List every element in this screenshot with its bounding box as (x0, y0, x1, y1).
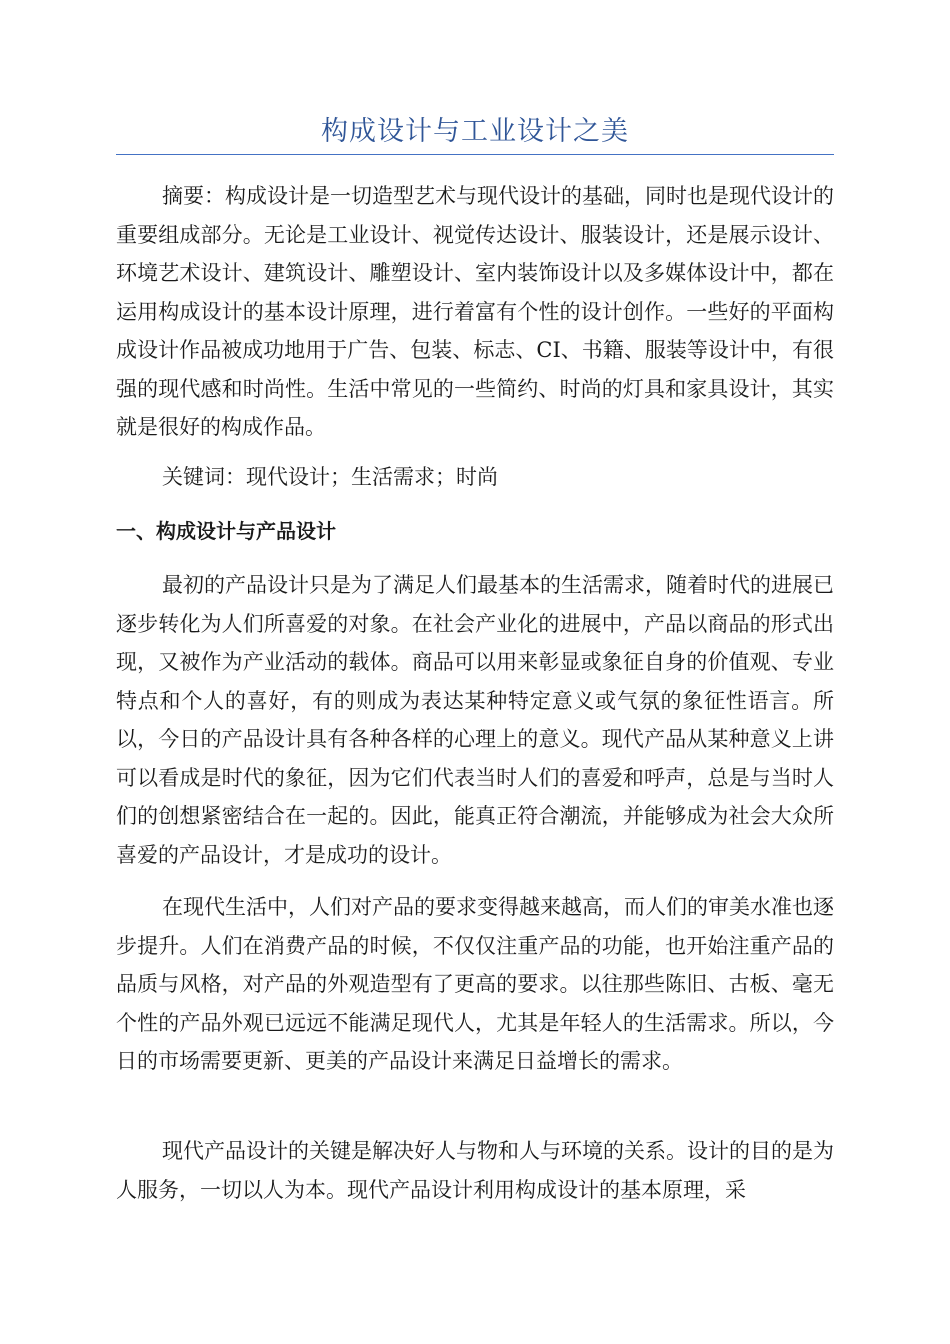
keywords-line: 关键词：现代设计；生活需求；时尚 (162, 465, 498, 489)
abstract-paragraph: 摘要：构成设计是一切造型艺术与现代设计的基础，同时也是现代设计的重要组成部分。无论是工业设计、视觉传达设计、服装设计，还是展示设计、环境艺术设计、建筑设计、雕塑设计、室内装饰设计以及多媒体设计中，都在运用构成设计的基本设计原理，进行着富有个性的设计创作。一些好的平面构成设计作品被成功地用于广告、包装、标志、CI、书籍、服装等设计中，有很强的现代感和时尚性。生活中常见的一些简约、时尚的灯具和家具设计，其实就是很好的构成作品。 (116, 184, 834, 439)
body-paragraph-2: 在现代生活中，人们对产品的要求变得越来越高，而人们的审美水准也逐步提升。人们在消费产品的时候，不仅仅注重产品的功能，也开始注重产品的品质与风格，对产品的外观造型有了更高的要求。以往那些陈旧、古板、毫无个性的产品外观已远远不能满足现代人，尤其是年轻人的生活需求。所以，今日的市场需要更新、更美的产品设计来满足日益增长的需求。 (116, 895, 834, 1073)
document-title: 构成设计与工业设计之美 (321, 116, 629, 147)
section-heading: 一、构成设计与产品设计 (116, 519, 336, 543)
body-paragraph-3: 现代产品设计的关键是解决好人与物和人与环境的关系。设计的目的是为人服务，一切以人为本。现代产品设计利用构成设计的基本原理，采 (116, 1139, 834, 1202)
title-underline (116, 154, 834, 155)
body-paragraph-1: 最初的产品设计只是为了满足人们最基本的生活需求，随着时代的进展已逐步转化为人们所喜爱的对象。在社会产业化的进展中，产品以商品的形式出现，又被作为产业活动的载体。商品可以用来彰显或象征自身的价值观、专业特点和个人的喜好，有的则成为表达某种特定意义或气氛的象征性语言。所以，今日的产品设计具有各种各样的心理上的意义。现代产品从某种意义上讲可以看成是时代的象征，因为它们代表当时人们的喜爱和呼声，总是与当时人们的创想紧密结合在一起的。因此，能真正符合潮流，并能够成为社会大众所喜爱的产品设计，才是成功的设计。 (116, 573, 834, 867)
